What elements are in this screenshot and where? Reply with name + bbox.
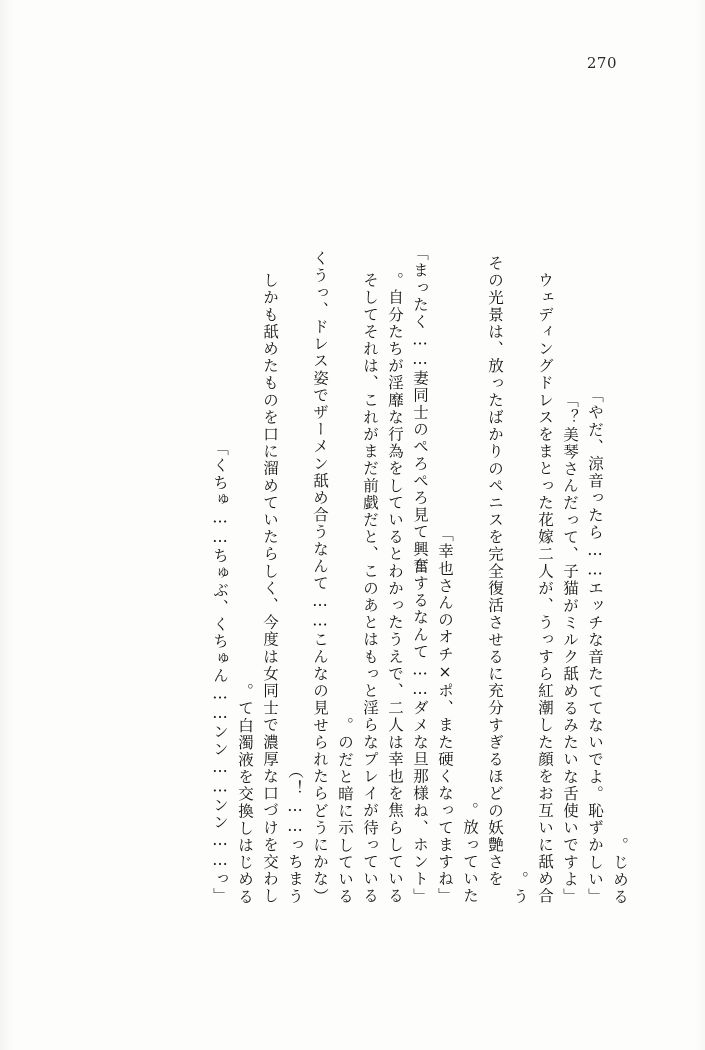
text-column: っちまう……！） (286, 763, 304, 905)
text-column: て白濁液を交換しはじめる。 (236, 682, 254, 905)
text-column: じめる。 (611, 836, 629, 905)
text-column: 放っていた。 (461, 802, 479, 905)
text-column: ウェディングドレスをまとった花嫁二人が、うっすら紅潮した顔をお互いに舐め合 (536, 272, 554, 905)
vertical-text-body (78, 105, 627, 905)
page-number: 270 (586, 54, 617, 72)
text-column: （くうっ、ドレス姿でザーメン舐め合うなんて……こんなの見せられたらどうにかな (311, 250, 329, 905)
text-column: しかも舐めたものを口に溜めていたらしく、今度は女同士で濃厚な口づけを交わし (261, 272, 279, 905)
text-column: 「やだ、涼音ったら……エッチな音たててないでよ。恥ずかしい」 (586, 386, 604, 905)
text-column: その光景は、放ったばかりのペニスを完全復活させるに充分すぎるほどの妖艶さを (486, 255, 504, 905)
text-column: 「まったく……妻同士のぺろぺろ見て興奮するなんて……ダメな旦那様ね、ホント」 (411, 245, 429, 905)
text-column: 「美琴さんだって、子猫がミルク舐めるみたいな舌使いですよ？」 (561, 391, 579, 905)
text-column: そしてそれは、これがまだ前戯だと、このあとはもっと淫らなプレイが待っている (361, 272, 379, 905)
text-column: 「くちゅ……ちゅぶ、くちゅん……ンン……ンン……っ」 (211, 440, 229, 905)
text-column: 自分たちが淫靡な行為をしているとわかったうえで、二人は幸也を焦らしている。 (386, 272, 404, 905)
text-column: 「幸也さんのオチ×ポ、また硬くなってますね」 (436, 526, 454, 905)
text-column: う。 (511, 870, 529, 905)
text-column: のだと暗に示している。 (336, 716, 354, 905)
